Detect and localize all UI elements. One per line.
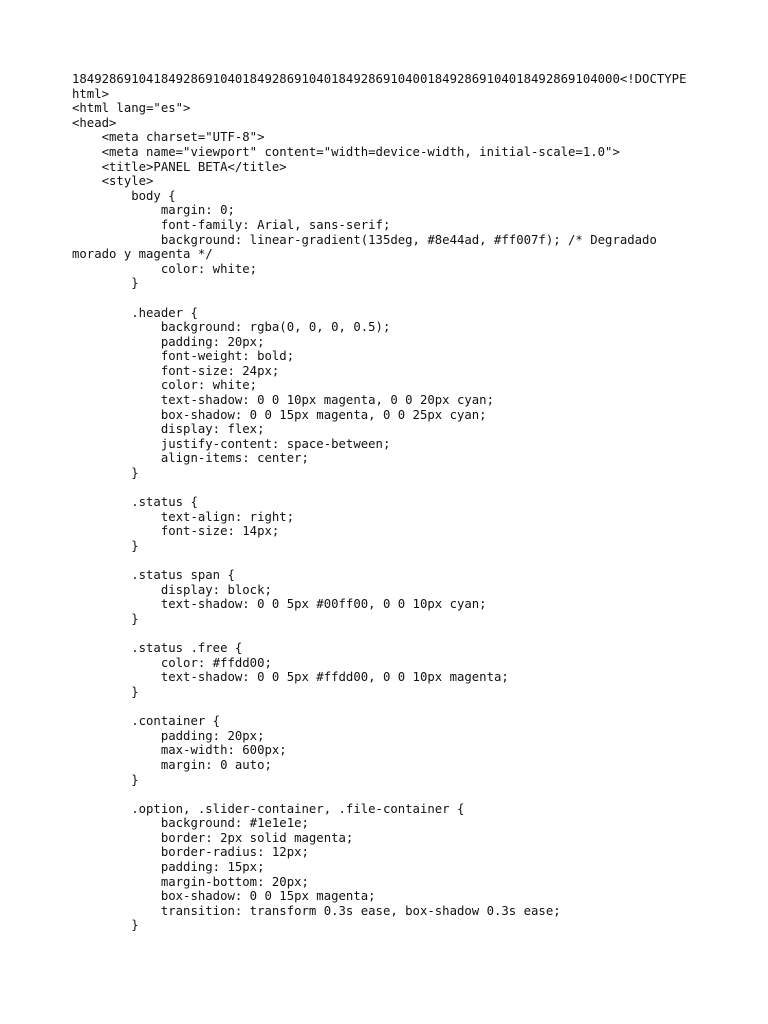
code-line: <title>PANEL BETA</title>: [72, 159, 287, 174]
code-line: border: 2px solid magenta;: [72, 830, 354, 845]
code-line: padding: 20px;: [72, 334, 265, 349]
code-line: }: [72, 684, 139, 699]
code-line: max-width: 600px;: [72, 743, 287, 758]
code-line: background: #1e1e1e;: [72, 816, 309, 831]
code-line: padding: 20px;: [72, 728, 265, 743]
code-line: color: white;: [72, 261, 258, 276]
code-line: body {: [72, 188, 176, 203]
code-line: font-size: 24px;: [72, 363, 280, 378]
code-line: .status .free {: [72, 641, 243, 656]
code-line: color: white;: [72, 378, 258, 393]
code-line: align-items: center;: [72, 451, 309, 466]
code-line: margin: 0;: [72, 203, 235, 218]
code-line: }: [72, 611, 139, 626]
code-line: <meta name="viewport" content="width=device-width, initial-scale=1.0">: [72, 144, 620, 159]
code-line: color: #ffdd00;: [72, 655, 272, 670]
code-line: [72, 787, 712, 802]
code-line: .container {: [72, 714, 221, 729]
code-line: [72, 291, 712, 306]
code-line: }: [72, 918, 139, 933]
code-line: margin: 0 auto;: [72, 757, 272, 772]
code-line: morado y magenta */: [72, 247, 213, 262]
code-line: box-shadow: 0 0 15px magenta;: [72, 889, 376, 904]
code-line: <html lang="es">: [72, 101, 191, 116]
code-line: .header {: [72, 305, 198, 320]
code-line: background: rgba(0, 0, 0, 0.5);: [72, 320, 391, 335]
code-line: 18492869104184928691040184928691040184928691040018492869104018492869104000<!DOCTYPE: [72, 72, 687, 86]
code-line: text-shadow: 0 0 5px #ffdd00, 0 0 10px magenta;: [72, 670, 509, 685]
code-line: }: [72, 772, 139, 787]
code-line: <meta charset="UTF-8">: [72, 130, 265, 145]
code-line: .status {: [72, 495, 198, 510]
code-line: [72, 700, 712, 715]
code-line: html>: [72, 86, 110, 101]
code-line: text-shadow: 0 0 10px magenta, 0 0 20px cyan;: [72, 393, 494, 408]
code-line: background: linear-gradient(135deg, #8e44ad, #ff007f); /* Degradado: [72, 232, 657, 247]
code-line: box-shadow: 0 0 15px magenta, 0 0 25px cyan;: [72, 407, 487, 422]
code-line: padding: 15px;: [72, 860, 265, 875]
code-line: justify-content: space-between;: [72, 436, 391, 451]
code-line: display: flex;: [72, 422, 265, 437]
code-line: <head>: [72, 115, 117, 130]
code-line: <style>: [72, 174, 154, 189]
code-line: font-size: 14px;: [72, 524, 280, 539]
code-line: margin-bottom: 20px;: [72, 874, 309, 889]
code-line: [72, 627, 712, 642]
code-line: }: [72, 539, 139, 553]
code-line: [72, 554, 712, 569]
code-line: font-weight: bold;: [72, 349, 295, 364]
code-line: text-align: right;: [72, 509, 295, 524]
code-line: .status span {: [72, 568, 235, 583]
code-line: font-family: Arial, sans-serif;: [72, 217, 391, 232]
code-line: text-shadow: 0 0 5px #00ff00, 0 0 10px cyan;: [72, 597, 487, 612]
code-line: }: [72, 276, 139, 291]
code-listing: [72, 72, 712, 933]
code-line: transition: transform 0.3s ease, box-shadow 0.3s ease;: [72, 903, 561, 918]
code-line: .option, .slider-container, .file-container {: [72, 801, 465, 816]
code-line: [72, 481, 712, 496]
code-line: border-radius: 12px;: [72, 845, 309, 860]
code-line: }: [72, 466, 139, 481]
code-line: display: block;: [72, 582, 272, 597]
